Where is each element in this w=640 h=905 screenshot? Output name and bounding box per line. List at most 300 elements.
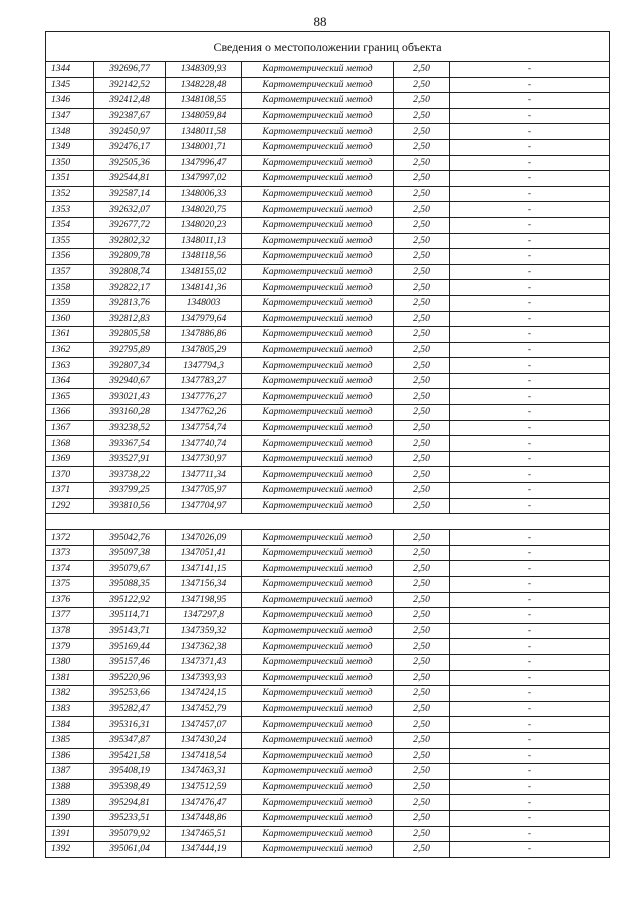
point-number-cell: 1392 [46,842,94,858]
method-cell: Картометрический метод [242,202,394,218]
point-number-cell: 1367 [46,420,94,436]
note-cell: - [450,795,610,811]
method-cell: Картометрический метод [242,124,394,140]
method-cell: Картометрический метод [242,405,394,421]
point-number-cell: 1357 [46,264,94,280]
coord-x-cell: 395088,35 [94,577,166,593]
coord-x-cell: 392813,76 [94,295,166,311]
table-row [46,592,610,608]
point-number-cell: 1355 [46,233,94,249]
coord-y-cell: 1347141,15 [166,561,242,577]
accuracy-cell: 2,50 [394,592,450,608]
note-cell: - [450,62,610,78]
method-cell: Картометрический метод [242,77,394,93]
accuracy-cell: 2,50 [394,202,450,218]
coord-x-cell: 393738,22 [94,467,166,483]
note-cell: - [450,280,610,296]
method-cell: Картометрический метод [242,483,394,499]
accuracy-cell: 2,50 [394,436,450,452]
note-cell: - [450,779,610,795]
separator-row [46,514,610,530]
point-number-cell: 1368 [46,436,94,452]
coord-y-cell: 1347754,74 [166,420,242,436]
accuracy-cell: 2,50 [394,530,450,546]
accuracy-cell: 2,50 [394,311,450,327]
note-cell: - [450,420,610,436]
method-cell: Картометрический метод [242,62,394,78]
coord-x-cell: 393799,25 [94,483,166,499]
coord-x-cell: 392805,58 [94,327,166,343]
coord-x-cell: 392476,17 [94,139,166,155]
method-cell: Картометрический метод [242,748,394,764]
coord-y-cell: 1348155,02 [166,264,242,280]
coord-x-cell: 392632,07 [94,202,166,218]
accuracy-cell: 2,50 [394,639,450,655]
accuracy-cell: 2,50 [394,826,450,842]
coord-x-cell: 395421,58 [94,748,166,764]
coord-y-cell: 1348006,33 [166,186,242,202]
coord-x-cell: 395408,19 [94,764,166,780]
coord-y-cell: 1347776,27 [166,389,242,405]
coord-x-cell: 395398,49 [94,779,166,795]
point-number-cell: 1358 [46,280,94,296]
accuracy-cell: 2,50 [394,420,450,436]
point-number-cell: 1386 [46,748,94,764]
coord-y-cell: 1347448,86 [166,810,242,826]
note-cell: - [450,561,610,577]
coord-x-cell: 395079,92 [94,826,166,842]
point-number-cell: 1353 [46,202,94,218]
point-number-cell: 1351 [46,171,94,187]
table-row [46,280,610,296]
point-number-cell: 1381 [46,670,94,686]
note-cell: - [450,701,610,717]
method-cell: Картометрический метод [242,779,394,795]
coord-y-cell: 1347805,29 [166,342,242,358]
point-number-cell: 1370 [46,467,94,483]
coord-x-cell: 392677,72 [94,217,166,233]
accuracy-cell: 2,50 [394,577,450,593]
coord-x-cell: 392807,34 [94,358,166,374]
coord-x-cell: 392940,67 [94,373,166,389]
accuracy-cell: 2,50 [394,764,450,780]
coord-y-cell: 1348059,84 [166,108,242,124]
method-cell: Картометрический метод [242,670,394,686]
note-cell: - [450,436,610,452]
point-number-cell: 1372 [46,530,94,546]
coord-y-cell: 1348020,75 [166,202,242,218]
method-cell: Картометрический метод [242,545,394,561]
method-cell: Картометрический метод [242,451,394,467]
coord-y-cell: 1347886,86 [166,327,242,343]
method-cell: Картометрический метод [242,810,394,826]
point-number-cell: 1380 [46,654,94,670]
coord-y-cell: 1347705,97 [166,483,242,499]
note-cell: - [450,467,610,483]
accuracy-cell: 2,50 [394,842,450,858]
point-number-cell: 1385 [46,732,94,748]
method-cell: Картометрический метод [242,701,394,717]
point-number-cell: 1383 [46,701,94,717]
coord-x-cell: 395282,47 [94,701,166,717]
method-cell: Картометрический метод [242,217,394,233]
accuracy-cell: 2,50 [394,93,450,109]
point-number-cell: 1369 [46,451,94,467]
point-number-cell: 1364 [46,373,94,389]
table-row [46,717,610,733]
note-cell: - [450,670,610,686]
table-row [46,498,610,514]
accuracy-cell: 2,50 [394,171,450,187]
table-row [46,530,610,546]
table-row [46,124,610,140]
coord-x-cell: 392696,77 [94,62,166,78]
coord-y-cell: 1347762,26 [166,405,242,421]
coord-y-cell: 1347452,79 [166,701,242,717]
coord-x-cell: 395253,66 [94,686,166,702]
coord-y-cell: 1348108,55 [166,93,242,109]
coord-y-cell: 1348011,13 [166,233,242,249]
section-1-rows [46,62,610,514]
note-cell: - [450,623,610,639]
note-cell: - [450,295,610,311]
coord-y-cell: 1347424,15 [166,686,242,702]
coord-x-cell: 392450,97 [94,124,166,140]
note-cell: - [450,764,610,780]
coord-y-cell: 1348141,36 [166,280,242,296]
table-row [46,233,610,249]
coord-y-cell: 1347783,27 [166,373,242,389]
note-cell: - [450,748,610,764]
method-cell: Картометрический метод [242,842,394,858]
table-row [46,451,610,467]
coord-y-cell: 1347730,97 [166,451,242,467]
note-cell: - [450,498,610,514]
table-row [46,295,610,311]
method-cell: Картометрический метод [242,186,394,202]
coord-x-cell: 395169,44 [94,639,166,655]
accuracy-cell: 2,50 [394,155,450,171]
table-row [46,93,610,109]
accuracy-cell: 2,50 [394,249,450,265]
coord-x-cell: 395122,92 [94,592,166,608]
note-cell: - [450,124,610,140]
method-cell: Картометрический метод [242,311,394,327]
accuracy-cell: 2,50 [394,717,450,733]
method-cell: Картометрический метод [242,686,394,702]
method-cell: Картометрический метод [242,171,394,187]
coord-x-cell: 395157,46 [94,654,166,670]
section-separator [46,514,610,530]
table-row [46,639,610,655]
coord-y-cell: 1348020,23 [166,217,242,233]
point-number-cell: 1390 [46,810,94,826]
method-cell: Картометрический метод [242,249,394,265]
coord-x-cell: 395114,71 [94,608,166,624]
point-number-cell: 1349 [46,139,94,155]
accuracy-cell: 2,50 [394,77,450,93]
note-cell: - [450,139,610,155]
coord-x-cell: 395079,67 [94,561,166,577]
method-cell: Картометрический метод [242,420,394,436]
coord-x-cell: 392544,81 [94,171,166,187]
note-cell: - [450,826,610,842]
note-cell: - [450,373,610,389]
point-number-cell: 1365 [46,389,94,405]
method-cell: Картометрический метод [242,93,394,109]
point-number-cell: 1391 [46,826,94,842]
table-row [46,217,610,233]
method-cell: Картометрический метод [242,498,394,514]
point-number-cell: 1362 [46,342,94,358]
accuracy-cell: 2,50 [394,686,450,702]
method-cell: Картометрический метод [242,732,394,748]
point-number-cell: 1359 [46,295,94,311]
table-row [46,373,610,389]
note-cell: - [450,483,610,499]
method-cell: Картометрический метод [242,373,394,389]
note-cell: - [450,639,610,655]
table-row [46,342,610,358]
coord-y-cell: 1347156,34 [166,577,242,593]
table-row [46,810,610,826]
point-number-cell: 1363 [46,358,94,374]
note-cell: - [450,577,610,593]
point-number-cell: 1352 [46,186,94,202]
accuracy-cell: 2,50 [394,654,450,670]
accuracy-cell: 2,50 [394,623,450,639]
table-row [46,701,610,717]
table-row [46,155,610,171]
coord-y-cell: 1347359,32 [166,623,242,639]
table-row [46,249,610,265]
coord-y-cell: 1347444,19 [166,842,242,858]
coord-x-cell: 392795,89 [94,342,166,358]
method-cell: Картометрический метод [242,639,394,655]
note-cell: - [450,342,610,358]
note-cell: - [450,327,610,343]
accuracy-cell: 2,50 [394,810,450,826]
point-number-cell: 1361 [46,327,94,343]
coord-y-cell: 1347393,93 [166,670,242,686]
table-row [46,779,610,795]
point-number-cell: 1375 [46,577,94,593]
table-row [46,483,610,499]
accuracy-cell: 2,50 [394,608,450,624]
method-cell: Картометрический метод [242,342,394,358]
coord-x-cell: 392812,83 [94,311,166,327]
separator-cell [46,514,610,530]
accuracy-cell: 2,50 [394,483,450,499]
method-cell: Картометрический метод [242,561,394,577]
point-number-cell: 1389 [46,795,94,811]
coord-y-cell: 1348003 [166,295,242,311]
method-cell: Картометрический метод [242,139,394,155]
table-row [46,139,610,155]
coord-x-cell: 393810,56 [94,498,166,514]
page-number: 88 [313,14,327,29]
coord-x-cell: 392822,17 [94,280,166,296]
coord-y-cell: 1347512,59 [166,779,242,795]
accuracy-cell: 2,50 [394,561,450,577]
method-cell: Картометрический метод [242,389,394,405]
table-row [46,202,610,218]
point-number-cell: 1384 [46,717,94,733]
point-number-cell: 1377 [46,608,94,624]
boundary-coordinates-table [45,31,610,858]
accuracy-cell: 2,50 [394,280,450,296]
coord-x-cell: 392505,36 [94,155,166,171]
coord-x-cell: 392809,78 [94,249,166,265]
method-cell: Картометрический метод [242,608,394,624]
note-cell: - [450,608,610,624]
coord-x-cell: 392587,14 [94,186,166,202]
coord-y-cell: 1347997,02 [166,171,242,187]
table-row [46,358,610,374]
accuracy-cell: 2,50 [394,264,450,280]
accuracy-cell: 2,50 [394,342,450,358]
point-number-cell: 1378 [46,623,94,639]
method-cell: Картометрический метод [242,764,394,780]
accuracy-cell: 2,50 [394,498,450,514]
method-cell: Картометрический метод [242,280,394,296]
note-cell: - [450,249,610,265]
method-cell: Картометрический метод [242,577,394,593]
coord-x-cell: 395042,76 [94,530,166,546]
method-cell: Картометрический метод [242,826,394,842]
accuracy-cell: 2,50 [394,405,450,421]
coord-x-cell: 395233,51 [94,810,166,826]
table-row [46,670,610,686]
point-number-cell: 1348 [46,124,94,140]
method-cell: Картометрический метод [242,233,394,249]
note-cell: - [450,389,610,405]
coord-y-cell: 1347740,74 [166,436,242,452]
coord-x-cell: 392412,48 [94,93,166,109]
table-row [46,654,610,670]
table-row [46,764,610,780]
note-cell: - [450,186,610,202]
note-cell: - [450,654,610,670]
coord-x-cell: 393238,52 [94,420,166,436]
point-number-cell: 1376 [46,592,94,608]
coord-y-cell: 1347418,54 [166,748,242,764]
point-number-cell: 1379 [46,639,94,655]
note-cell: - [450,264,610,280]
note-cell: - [450,217,610,233]
point-number-cell: 1387 [46,764,94,780]
accuracy-cell: 2,50 [394,779,450,795]
coord-y-cell: 1347476,47 [166,795,242,811]
method-cell: Картометрический метод [242,436,394,452]
boundary-table-container [45,31,609,858]
point-number-cell: 1360 [46,311,94,327]
accuracy-cell: 2,50 [394,186,450,202]
point-number-cell: 1366 [46,405,94,421]
coord-x-cell: 392387,67 [94,108,166,124]
coord-x-cell: 392802,32 [94,233,166,249]
accuracy-cell: 2,50 [394,295,450,311]
note-cell: - [450,717,610,733]
coord-x-cell: 393527,91 [94,451,166,467]
coord-y-cell: 1347026,09 [166,530,242,546]
accuracy-cell: 2,50 [394,62,450,78]
method-cell: Картометрический метод [242,155,394,171]
point-number-cell: 1292 [46,498,94,514]
point-number-cell: 1388 [46,779,94,795]
accuracy-cell: 2,50 [394,451,450,467]
note-cell: - [450,451,610,467]
table-row [46,623,610,639]
point-number-cell: 1347 [46,108,94,124]
coord-y-cell: 1347362,38 [166,639,242,655]
accuracy-cell: 2,50 [394,124,450,140]
accuracy-cell: 2,50 [394,467,450,483]
coord-x-cell: 395347,87 [94,732,166,748]
note-cell: - [450,810,610,826]
accuracy-cell: 2,50 [394,545,450,561]
note-cell: - [450,530,610,546]
coord-y-cell: 1347711,34 [166,467,242,483]
note-cell: - [450,155,610,171]
table-row [46,608,610,624]
method-cell: Картометрический метод [242,530,394,546]
table-row [46,826,610,842]
coord-x-cell: 393021,43 [94,389,166,405]
accuracy-cell: 2,50 [394,217,450,233]
point-number-cell: 1373 [46,545,94,561]
point-number-cell: 1350 [46,155,94,171]
table-title: Сведения о местоположении границ объекта [46,32,610,62]
coord-y-cell: 1348118,56 [166,249,242,265]
coord-y-cell: 1347996,47 [166,155,242,171]
coord-x-cell: 395097,38 [94,545,166,561]
note-cell: - [450,108,610,124]
coord-y-cell: 1347430,24 [166,732,242,748]
table-row [46,186,610,202]
method-cell: Картометрический метод [242,327,394,343]
table-row [46,311,610,327]
table-row [46,327,610,343]
point-number-cell: 1344 [46,62,94,78]
note-cell: - [450,592,610,608]
coord-y-cell: 1347463,31 [166,764,242,780]
accuracy-cell: 2,50 [394,732,450,748]
coord-x-cell: 393367,54 [94,436,166,452]
coord-y-cell: 1347704,97 [166,498,242,514]
note-cell: - [450,405,610,421]
accuracy-cell: 2,50 [394,139,450,155]
point-number-cell: 1374 [46,561,94,577]
point-number-cell: 1346 [46,93,94,109]
accuracy-cell: 2,50 [394,233,450,249]
table-row [46,62,610,78]
accuracy-cell: 2,50 [394,748,450,764]
method-cell: Картометрический метод [242,717,394,733]
note-cell: - [450,686,610,702]
table-row [46,264,610,280]
coord-y-cell: 1348309,93 [166,62,242,78]
point-number-cell: 1345 [46,77,94,93]
method-cell: Картометрический метод [242,264,394,280]
note-cell: - [450,171,610,187]
table-row [46,405,610,421]
coord-x-cell: 395220,96 [94,670,166,686]
accuracy-cell: 2,50 [394,670,450,686]
accuracy-cell: 2,50 [394,701,450,717]
table-row [46,686,610,702]
table-row [46,842,610,858]
